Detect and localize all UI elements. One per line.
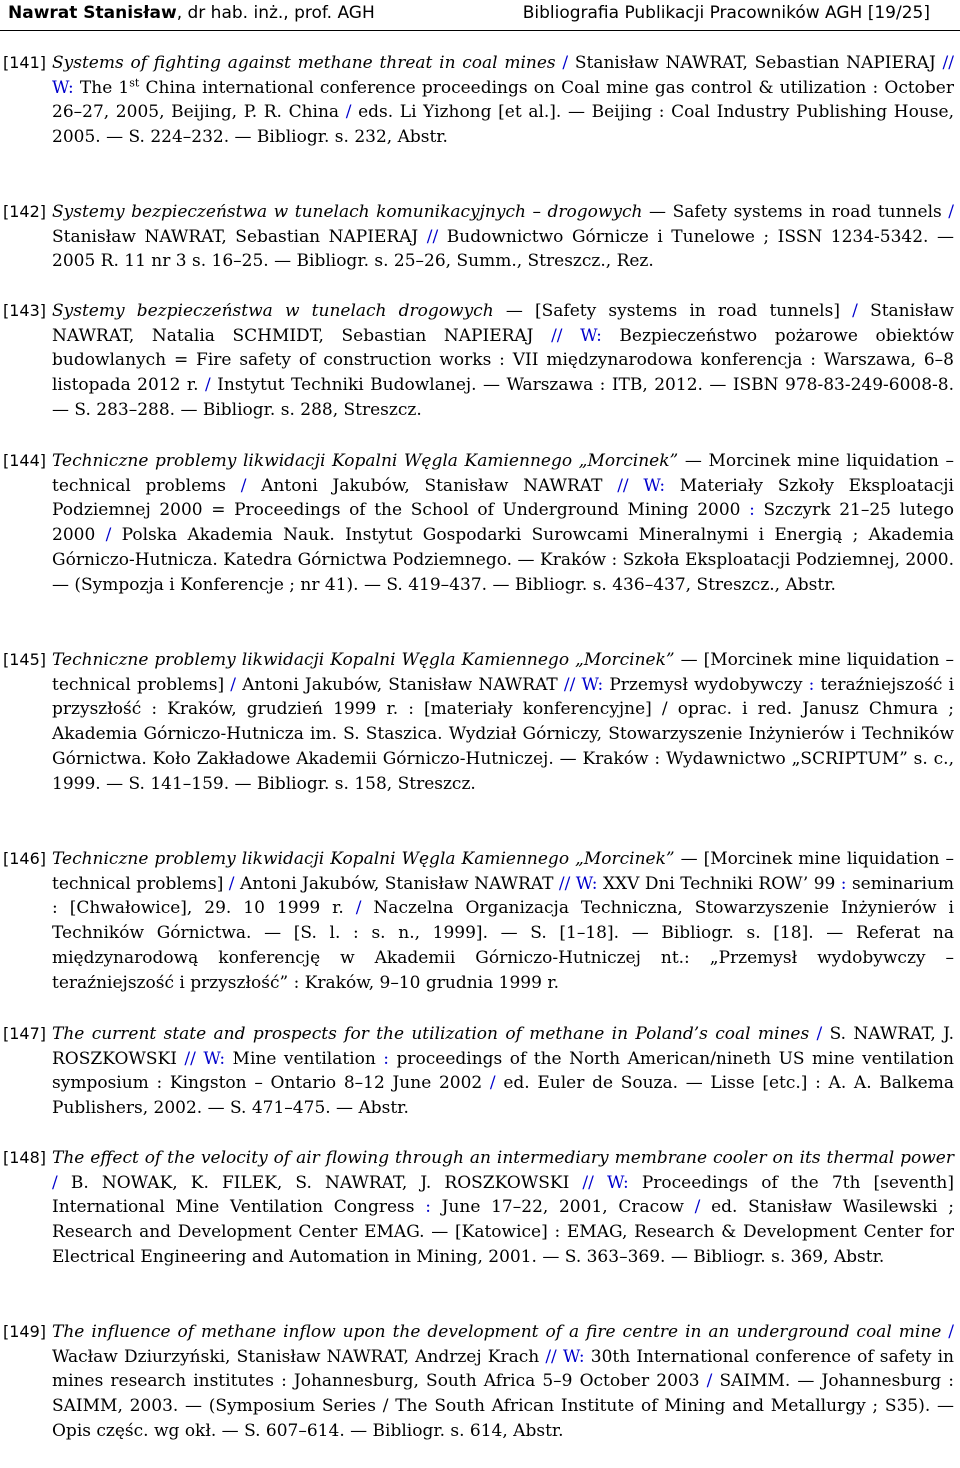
entry-number: [146] [3,849,47,868]
separator: / [809,1024,830,1044]
separator: // W: [563,674,604,695]
entry-body [52,200,954,274]
bibliography-entry [0,648,960,796]
separator: / [228,873,235,894]
entry-title: Techniczne problemy likwidacji Kopalni Węgla Kamiennego „Morcinek” [52,650,675,670]
entry-body [52,847,954,995]
separator: // [426,226,439,247]
entry-text: Mine ventilation [225,1048,384,1069]
entry-authors: B. NOWAK, K. FILEK, S. NAWRAT, J. ROSZKOWSKI [70,1172,583,1193]
entry-text: XXV Dni Techniki ROW’ 99 [597,873,841,894]
entry-details: Naczelna Organizacja Techniczna, Stowarzyszenie Inżynierów i Techników Górnictwa. — [S. l. : s. n., 1999]. — S. [1–18]. — Bibliogr. s. [18]. — Referat na międzynarodową konferencję w Akademii Górniczo-Hutniczej nt.: „Przemysł wydobywczy – teraźniejszość i przyszłość” : Kraków, 9–10 grudnia 1999 r. [52,898,954,993]
entry-text: Materiały Szkoły Eksploatacji Podziemnej 2000 = Proceedings of the School of Underground Mining 2000 [52,475,954,521]
separator: : [808,674,815,695]
separator: / [694,1197,701,1218]
bibliography-entry [0,1022,960,1121]
entry-number: [148] [3,1148,47,1167]
entry-body [52,299,954,423]
entry-text: — [Safety systems in road tunnels] [493,301,853,321]
separator: / [852,301,858,321]
entry-number: [149] [3,1322,47,1341]
entry-text: proceedings of the North American/nineth US mine ventilation symposium : Kingston – Ontario 8–12 June 2002 [52,1048,954,1094]
separator: / [230,674,236,695]
entry-title: The influence of methane inflow upon the development of a fire centre in an underground coal mine [52,1322,942,1342]
entry-body [52,1146,954,1270]
header-rule [0,30,960,31]
author-name [8,3,375,23]
entry-number: [142] [3,202,47,221]
entry-authors: Antoni Jakubów, Stanisław NAWRAT [246,475,618,496]
entry-title: Techniczne problemy likwidacji Kopalni Węgla Kamiennego „Morcinek” [52,451,679,471]
separator: : [840,873,847,894]
entry-text: Proceedings of the 7th [seventh] International Mine Ventilation Congress [52,1172,954,1218]
entry-title: Techniczne problemy likwidacji Kopalni Węgla Kamiennego „Morcinek” [52,849,675,869]
entry-authors: Stanisław NAWRAT, Sebastian NAPIERAJ [574,53,936,73]
separator: : [383,1048,390,1069]
separator: / [489,1073,496,1094]
entry-body [52,648,954,796]
separator: // W: [52,53,954,98]
entry-number: [147] [3,1024,47,1043]
separator: // W: [558,873,598,894]
entry-text: China international conference proceedings on Coal mine gas control & utilization : October 26–27, 2005, Beijing, P. R. China [52,77,954,123]
bibliography-entry [0,847,960,995]
separator: // W: [617,475,666,496]
separator: // W: [184,1048,226,1069]
entry-details: Budownictwo Górnicze i Tunelowe ; ISSN 1234-5342. — 2005 R. 11 nr 3 s. 16–25. — Bibliogr. s. 25–26, Summ., Streszcz., Rez. [52,226,954,272]
entry-authors: Stanisław NAWRAT, Sebastian NAPIERAJ [52,226,427,247]
bibliography-entry [0,299,960,423]
entry-authors: S. NAWRAT, J. ROSZKOWSKI [52,1024,954,1069]
superscript: st [129,76,140,90]
separator: / [204,375,211,396]
entry-text: — Morcinek mine liquidation – technical problems [52,451,954,496]
entry-text: — [Morcinek mine liquidation – technical problems] [52,849,954,894]
bibliography-entry [0,1320,960,1444]
separator: : [749,500,755,521]
entry-text: — [Morcinek mine liquidation – technical problems] [52,650,954,695]
entry-body [52,1022,954,1121]
separator: / [345,102,352,123]
entry-details: teraźniejszość i przyszłość : Kraków, grudzień 1999 r. : [materiały konferencyjne] / oprac. i red. Janusz Chmura ; Akademia Górniczo-Hutnicza im. S. Staszica. Wydział Górniczy, Stowarzyszenie Inżynierów i Techników Górnictwa. Koło Zakładowe Akademii Górniczo-Hutniczej. — Kraków : Wydawnictwo „SCRIPTUM” s. c., 1999. — S. 141–159. — Bibliogr. s. 158, Streszcz. [52,674,955,794]
author-name-bold: Nawrat Stanisław [8,3,177,23]
entry-details: SAIMM. — Johannesburg : SAIMM, 2003. — (Symposium Series / The South African Institute of Mining and Metallurgy ; S35). — Opis częśc. wg okł. — S. 607–614. — Bibliogr. s. 614, Abstr. [52,1371,954,1441]
bibliography-title: Bibliografia Publikacji Pracowników AGH [522,3,863,23]
page-header [0,0,960,40]
entry-number: [145] [3,650,47,669]
entry-body [52,449,954,597]
running-title [523,3,930,23]
entry-authors: Antoni Jakubów, Stanisław NAWRAT [235,674,564,695]
separator: / [555,53,575,73]
entry-text: 30th International conference of safety in mines research institutes : Johannesburg, South Africa 5–9 October 2003 [52,1346,954,1392]
entry-text: The 1 [79,77,130,98]
entry-title: Systemy bezpieczeństwa w tunelach komunikacyjnych – drogowych [52,202,643,222]
separator: / [941,1322,954,1342]
entry-text: Bezpieczeństwo pożarowe obiektów budowlanych = Fire safety of construction works : VII międzynarodowa konferencja : Warszawa, 6–8 listopada 2012 r. [52,325,954,396]
bibliography-entry [0,51,960,150]
separator: / [706,1371,713,1392]
entry-number: [144] [3,451,47,470]
entry-text: June 17–22, 2001, Cracow [430,1197,695,1218]
bibliography-entry [0,200,960,274]
entry-authors: Antoni Jakubów, Stanisław NAWRAT [234,873,559,894]
entry-text: Szczyrk 21–25 lutego 2000 [52,500,954,546]
entry-details: Instytut Techniki Budowlanej. — Warszawa : ITB, 2012. — ISBN 978-83-249-6008-8. — S. 283–288. — Bibliogr. s. 288, Streszcz. [52,375,954,420]
separator: : [425,1197,431,1218]
separator: / [105,525,112,546]
separator: / [948,202,954,222]
entry-title: The current state and prospects for the utilization of methane in Poland’s coal mines [52,1024,810,1044]
entry-text: seminarium : [Chwałowice], 29. 10 1999 r. [52,873,955,919]
separator: // W: [582,1172,629,1193]
entry-text: — Safety systems in road tunnels [642,202,949,222]
page-indicator: [19/25] [867,3,930,23]
entry-details: Polska Akademia Nauk. Instytut Gospodarki Surowcami Mineralnymi i Energią ; Akademia Górniczo-Hutnicza. Katedra Górnictwa Podziemnego. — Kraków : Szkoła Eksploatacji Podziemnej, 2000. — (Sympozja i Konferencje ; nr 41). — S. 419–437. — Bibliogr. s. 436–437, Streszcz., Abstr. [52,525,954,595]
separator: / [52,1172,71,1193]
entry-title: Systemy bezpieczeństwa w tunelach drogowych [52,301,494,321]
entry-title: The effect of the velocity of air flowing through an intermediary membrane cooler on its thermal power [52,1148,954,1168]
separator: / [355,898,362,919]
entry-details: ed. Stanisław Wasilewski ; Research and Development Center EMAG. — [Katowice] : EMAG, Research & Development Center for Electrical Engineering and Automation in Mining, 2001. — S. 363–369. — Bibliogr. s. 369, Abstr. [52,1197,955,1267]
entry-number: [143] [3,301,47,320]
separator: // W: [545,1346,585,1367]
bibliography-entry [0,1146,960,1270]
entry-authors: Stanisław NAWRAT, Natalia SCHMIDT, Sebastian NAPIERAJ [52,301,954,346]
separator: // W: [551,325,602,346]
entry-details: eds. Li Yizhong [et al.]. — Beijing : Coal Industry Publishing House, 2005. — S. 224–232. — Bibliogr. s. 232, Abstr. [52,102,954,148]
bibliography-entry [0,449,960,597]
entry-body [52,51,954,150]
entry-details: ed. Euler de Souza. — Lisse [etc.] : A. A. Balkema Publishers, 2002. — S. 471–475. — Abstr. [52,1073,954,1119]
author-title: , dr hab. inż., prof. AGH [176,3,375,23]
entry-title: Systems of fighting against methane threat in coal mines [52,53,556,73]
separator: / [240,475,247,496]
entry-authors: Wacław Dziurzyński, Stanisław NAWRAT, Andrzej Krach [52,1346,546,1367]
entry-body [52,1320,954,1444]
entry-text: Przemysł wydobywczy [603,674,809,695]
entry-number: [141] [3,53,47,72]
